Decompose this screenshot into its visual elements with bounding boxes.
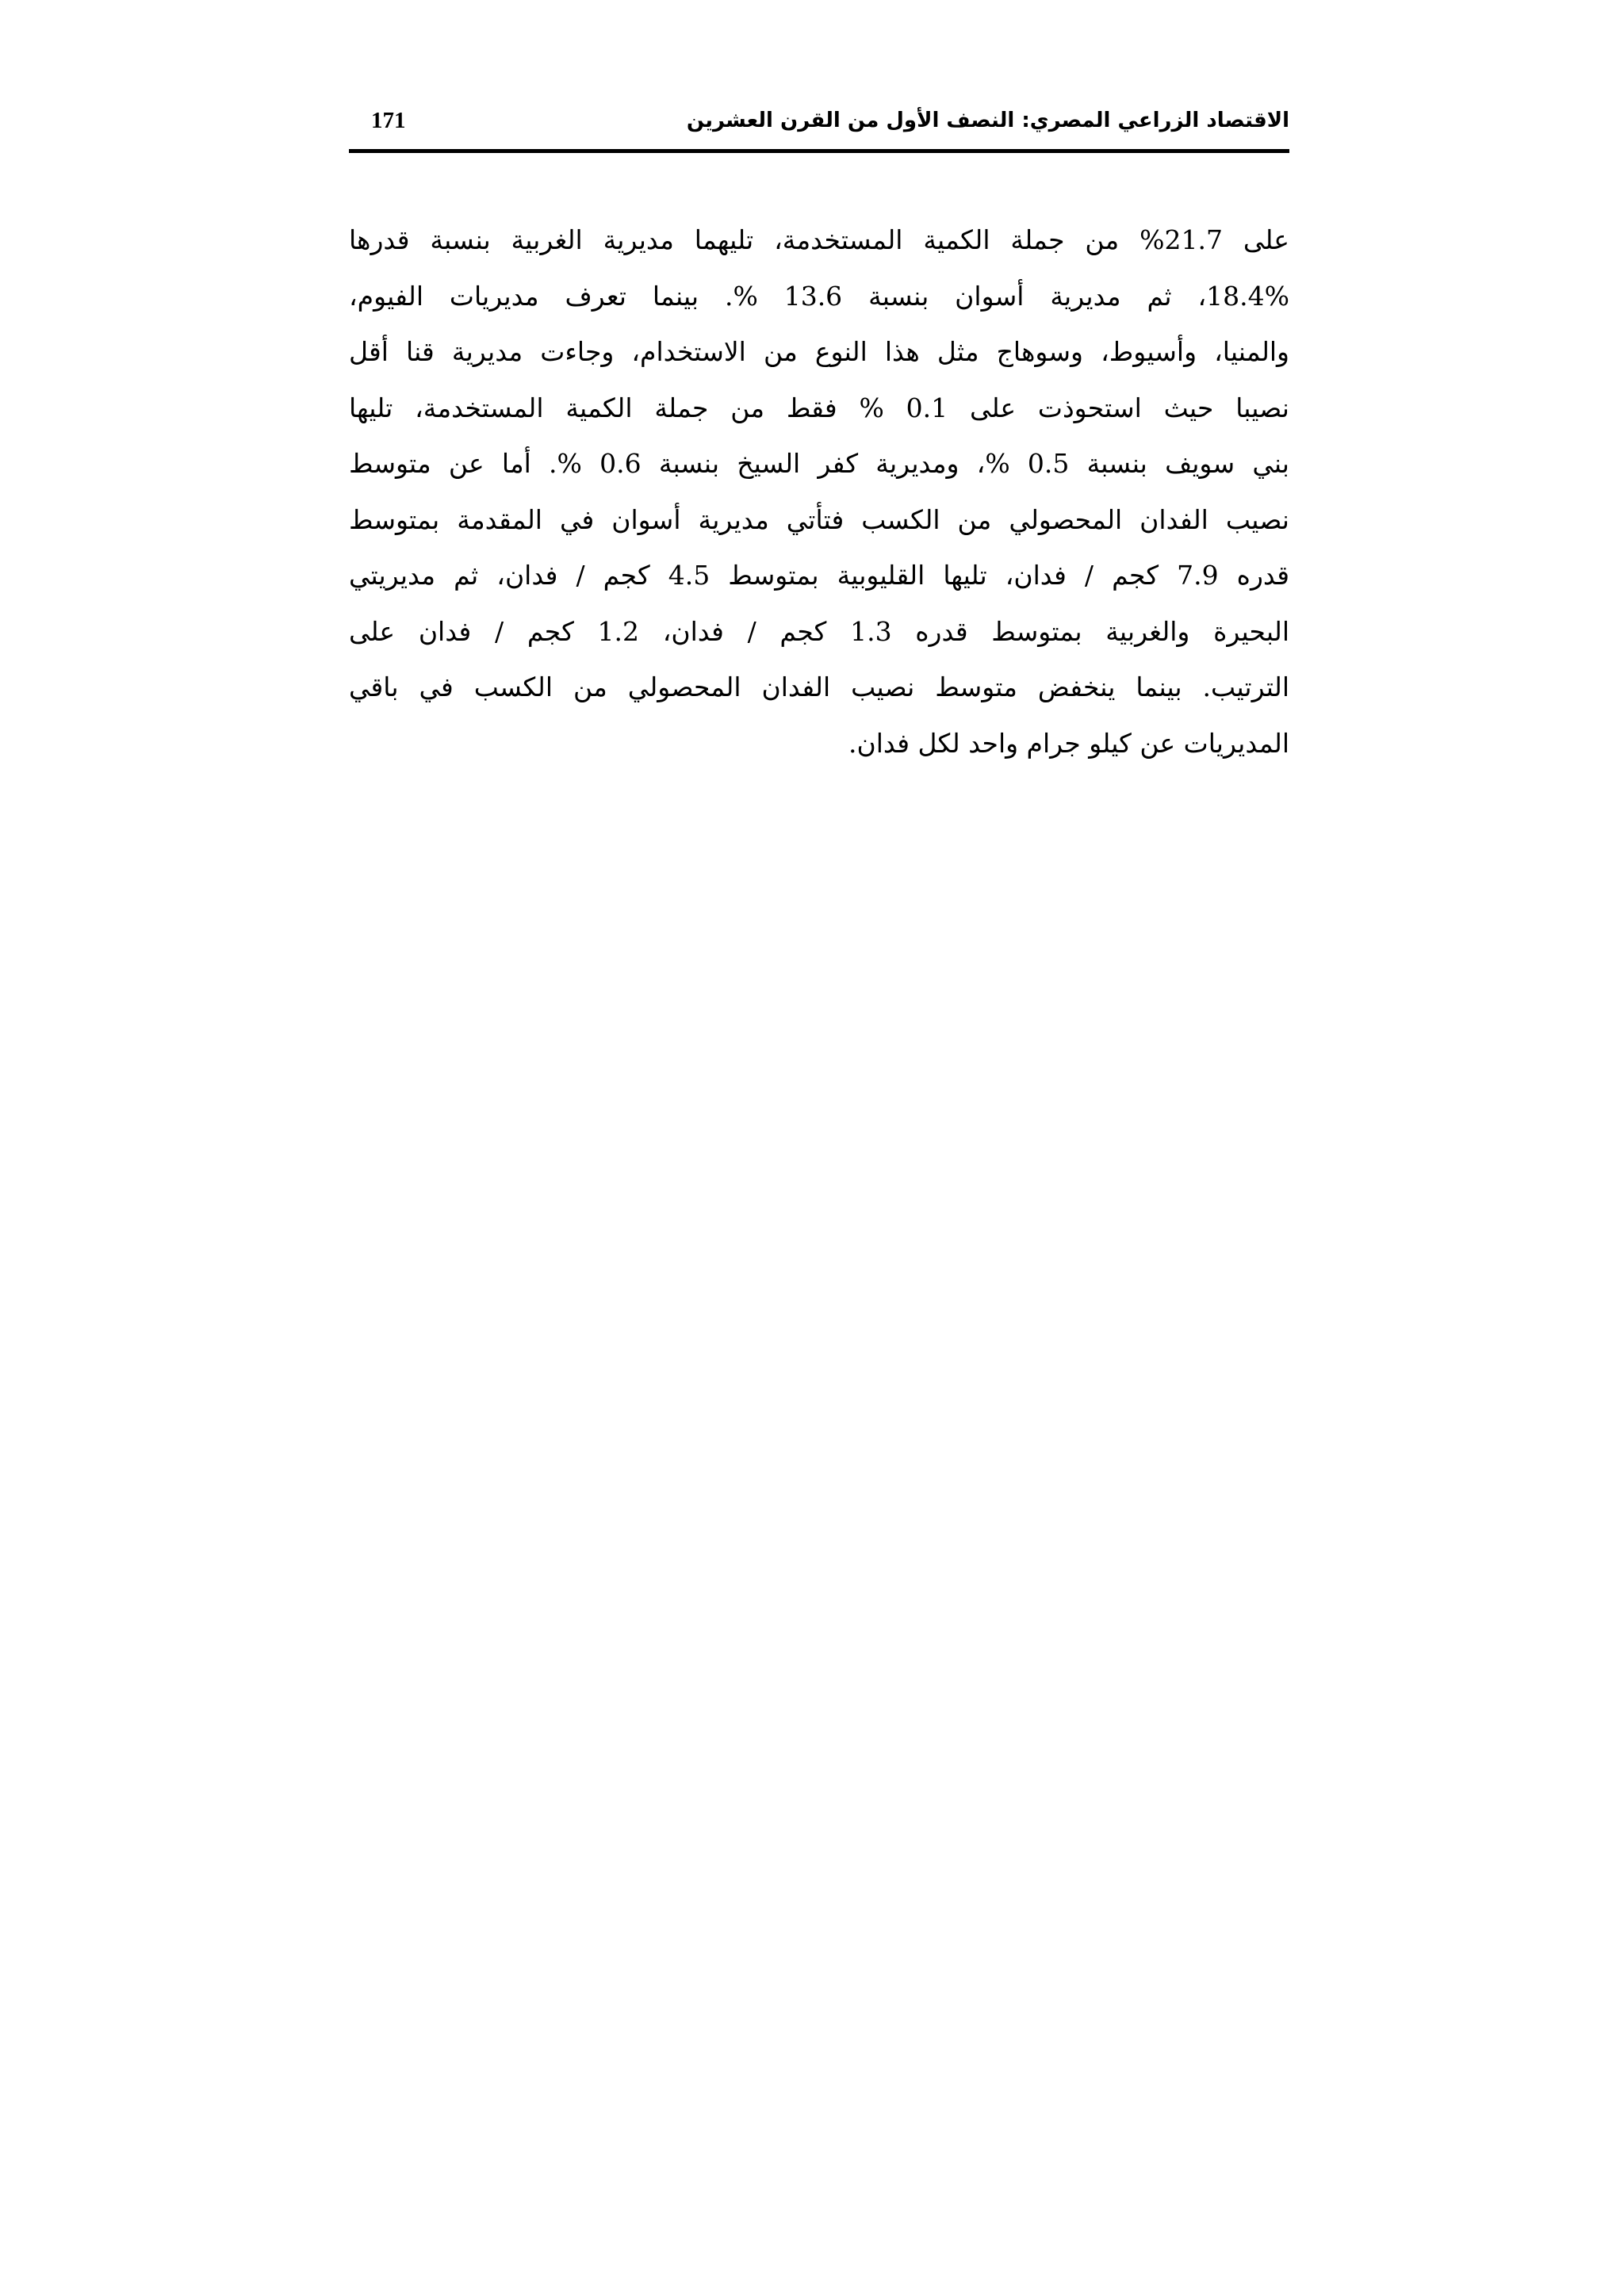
text-line: البحيرة والغربية بمتوسط قدره 1.3 كجم / فدان، 1.2 كجم / فدان على [349,615,1289,647]
text-line: قدره 7.9 كجم / فدان، تليها القليوبية بمتوسط 4.5 كجم / فدان، ثم مديريتي [349,560,1289,591]
text-line: المديريات عن كيلو جرام واحد لكل فدان. [848,727,1289,759]
text-line: والمنيا، وأسيوط، وسوهاج مثل هذا النوع من الاستخدام، وجاءت مديرية قنا أقل [349,336,1289,367]
text-line: نصيب الفدان المحصولي من الكسب فتأتي مديرية أسوان في المقدمة بمتوسط [349,503,1289,535]
page-number: 171 [371,108,406,133]
text-line: على 21.7% من جملة الكمية المستخدمة، تليهما مديرية الغربية بنسبة قدرها [349,224,1289,255]
text-line: نصيبا حيث استحوذت على 0.1 % فقط من جملة الكمية المستخدمة، تليها [349,392,1289,423]
running-title: الاقتصاد الزراعي المصري: النصف الأول من القرن العشرين [686,109,1289,132]
text-line: الترتيب. بينما ينخفض متوسط نصيب الفدان المحصولي من الكسب في باقي [349,672,1289,702]
text-line: 18.4%، ثم مديرية أسوان بنسبة 13.6 %. بينما تعرف مديريات الفيوم، [349,280,1289,312]
body-paragraph [349,212,1289,771]
page-header [349,101,1289,153]
text-line: بني سويف بنسبة 0.5 %، ومديرية كفر السيخ بنسبة 0.6 %. أما عن متوسط [349,448,1289,479]
